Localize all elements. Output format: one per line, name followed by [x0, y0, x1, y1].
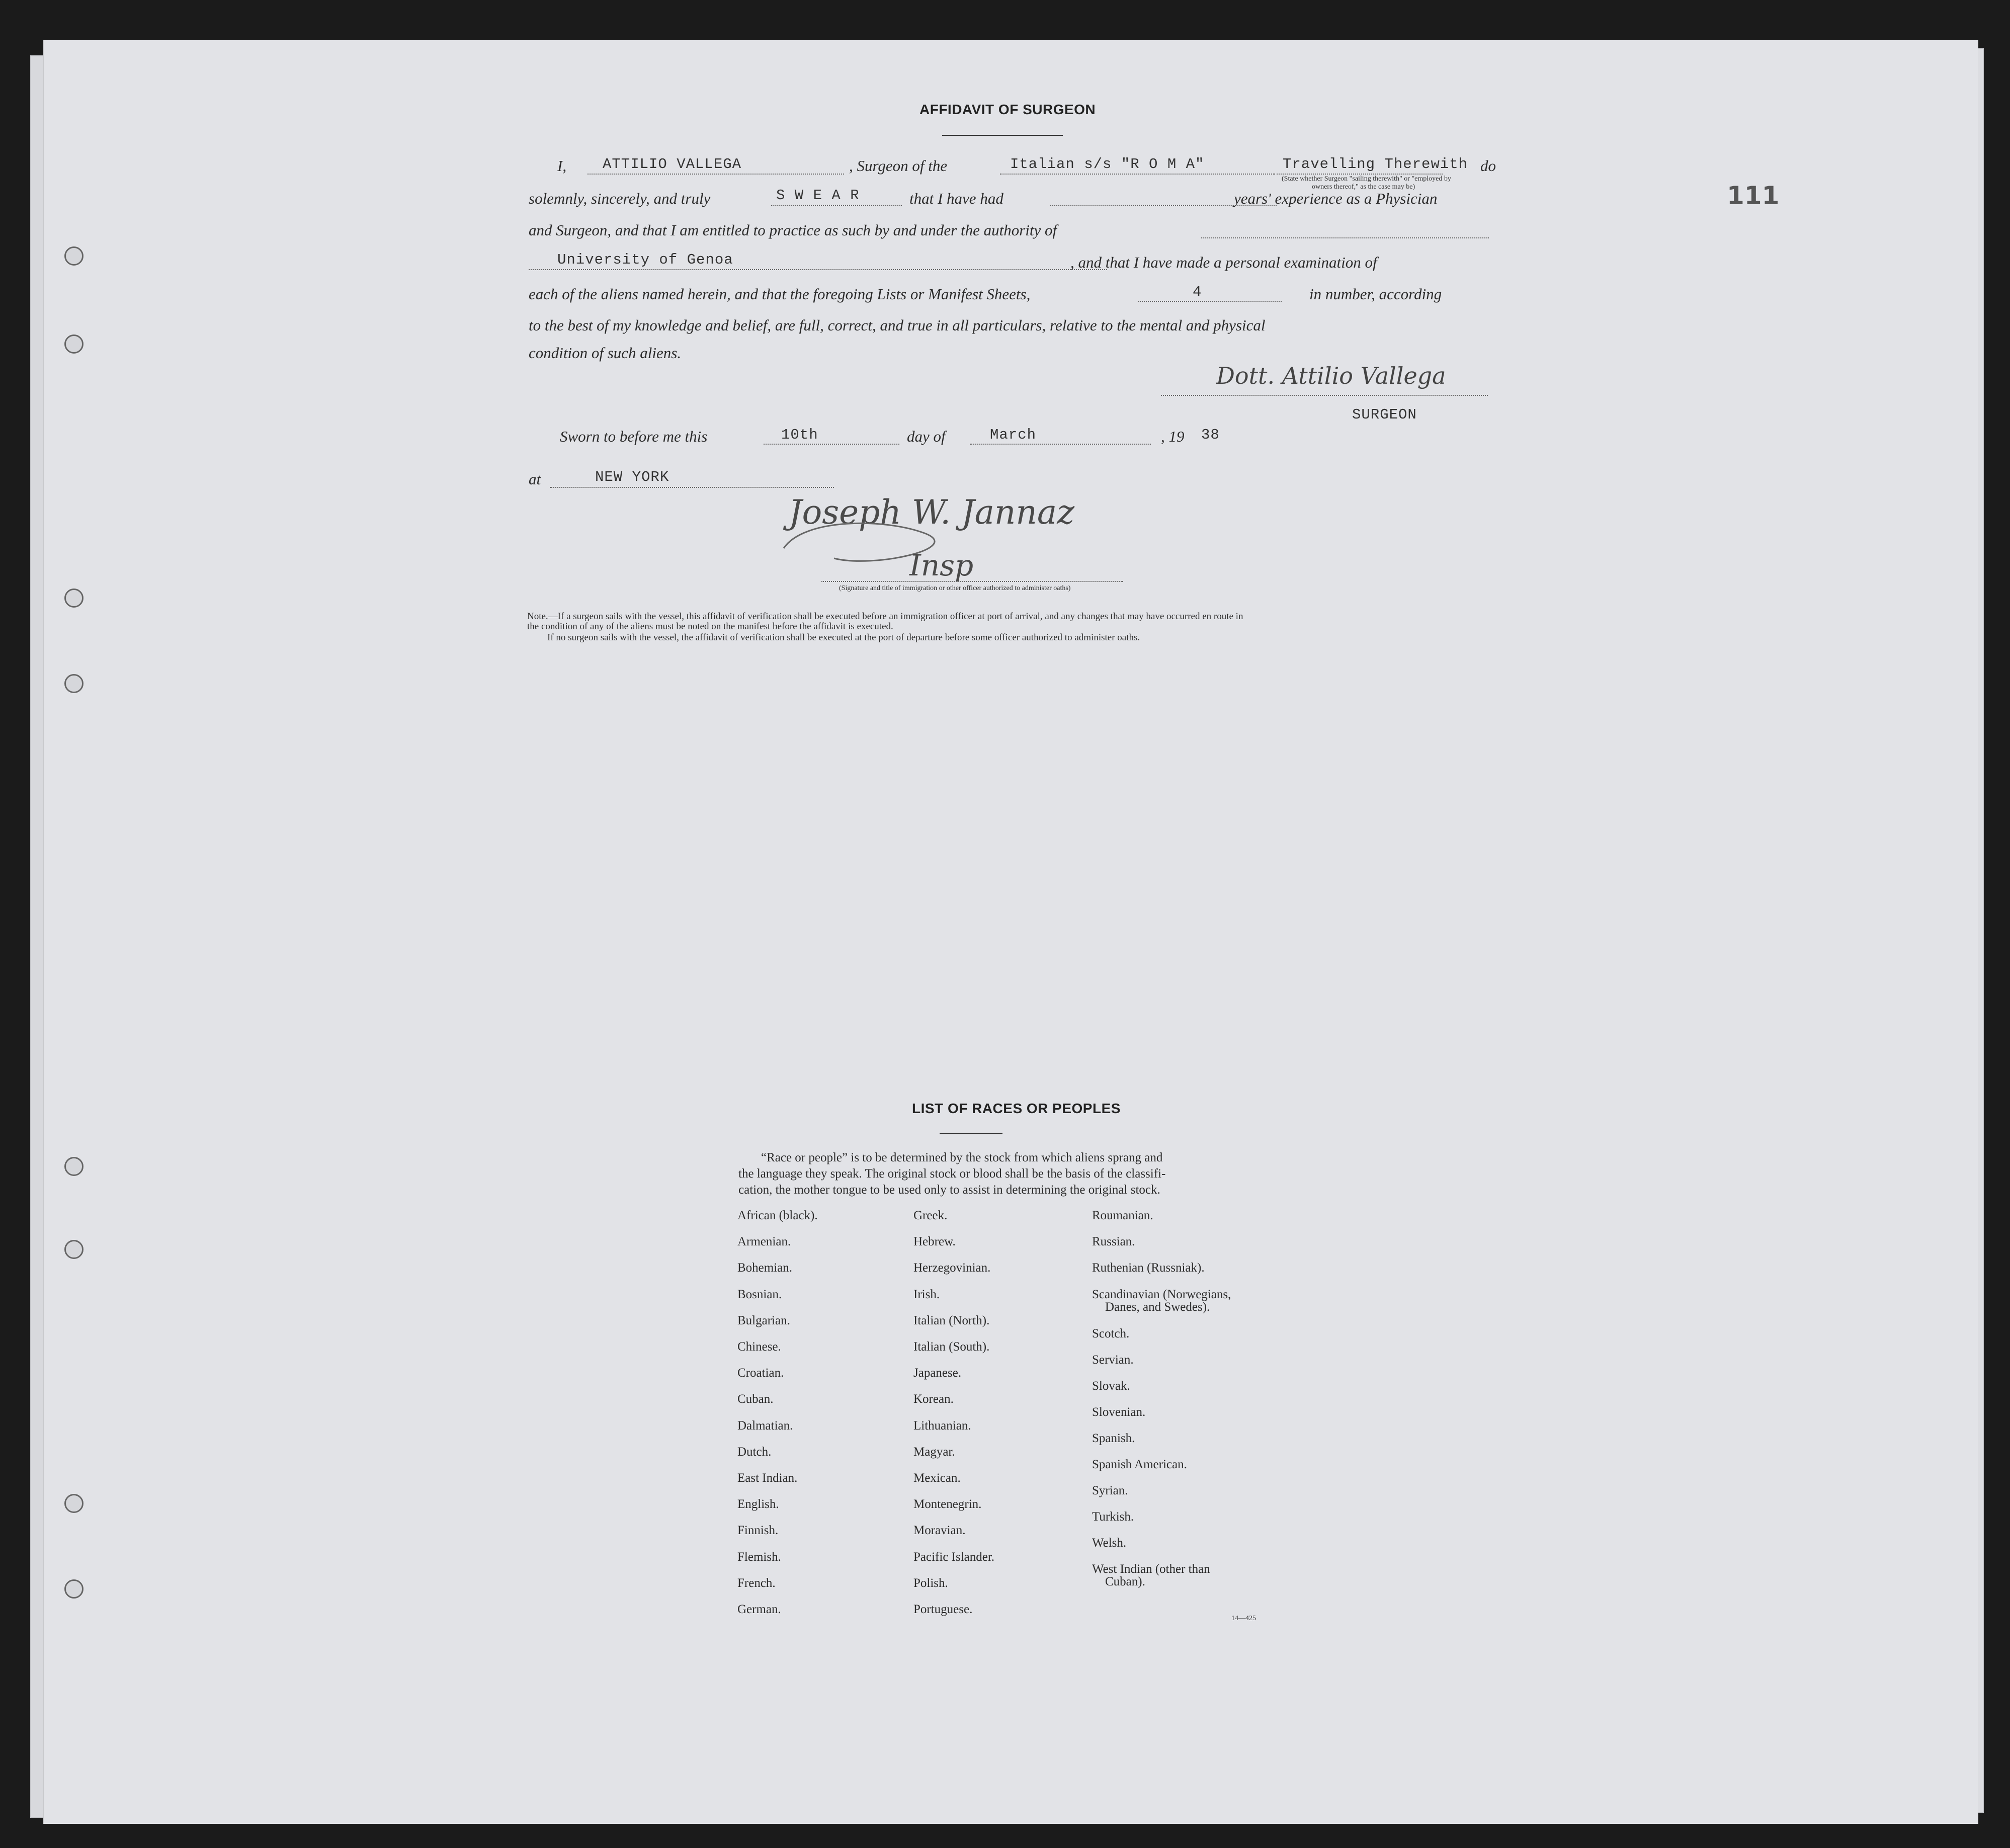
affidavit-text: Sworn to before me this	[560, 428, 708, 445]
affidavit-text: day of	[907, 428, 946, 445]
race-item: Servian.	[1092, 1353, 1134, 1367]
affidavit-text: condition of such aliens.	[529, 344, 682, 362]
affidavit-note: If no surgeon sails with the vessel, the affidavit of verification shall be executed at the port of departure before some officer authorized to administer oaths.	[547, 632, 1140, 643]
vessel-name: Italian s/s "R O M A"	[1010, 156, 1205, 173]
race-item: Bulgarian.	[737, 1313, 790, 1327]
race-item: Welsh.	[1092, 1536, 1127, 1550]
race-item: Korean.	[913, 1392, 954, 1406]
officer-signature-line	[821, 581, 1123, 582]
fill-line	[771, 205, 902, 206]
race-item: Italian (South).	[913, 1340, 990, 1354]
sworn-place: NEW YORK	[595, 469, 669, 485]
races-column-1	[737, 1209, 903, 1621]
race-item: Danes, and Swedes).	[1105, 1300, 1210, 1314]
race-item: Spanish American.	[1092, 1458, 1187, 1471]
race-item: African (black).	[737, 1209, 818, 1222]
affidavit-text: I,	[557, 157, 567, 175]
sworn-month: March	[990, 427, 1037, 443]
oath-word: S W E A R	[776, 187, 860, 204]
fill-line	[529, 269, 1107, 270]
affidavit-text: , 19	[1161, 428, 1185, 445]
authority-name: University of Genoa	[557, 251, 733, 268]
race-item: West Indian (other than	[1092, 1562, 1210, 1576]
race-item: Bosnian.	[737, 1287, 782, 1301]
status-footnote: (State whether Surgeon "sailing therewith" or "employed by	[1282, 175, 1451, 183]
fill-line	[1201, 237, 1489, 238]
signature-line	[1161, 395, 1488, 396]
race-item: Scandinavian (Norwegians,	[1092, 1288, 1231, 1301]
races-title: LIST OF RACES OR PEOPLES	[912, 1101, 1121, 1116]
race-item: Syrian.	[1092, 1484, 1128, 1497]
surgeon-status: Travelling Therewith	[1283, 156, 1468, 173]
affidavit-text: each of the aliens named herein, and that the foregoing Lists or Manifest Sheets,	[529, 285, 1031, 303]
race-item: Armenian.	[737, 1235, 791, 1249]
affidavit-note: Note.—If a surgeon sails with the vessel, this affidavit of verification shall be executed before an immigration officer at port of arrival, and any changes that may have occurred en route in	[527, 611, 1243, 622]
form-number: 14—425	[1231, 1615, 1256, 1622]
affidavit-text: to the best of my knowledge and belief, are full, correct, and true in all particulars, relative to the mental and physical	[529, 316, 1266, 334]
race-item: Portuguese.	[913, 1603, 973, 1616]
races-intro: “Race or people” is to be determined by the stock from which aliens sprang and	[761, 1151, 1163, 1164]
binder-hole-icon	[64, 1157, 83, 1176]
race-item: German.	[737, 1603, 781, 1616]
race-item: Spanish.	[1092, 1432, 1135, 1445]
race-item: Bohemian.	[737, 1261, 793, 1275]
page-number: 111	[1727, 181, 1780, 210]
surgeon-name: ATTILIO VALLEGA	[603, 156, 742, 173]
race-item: Mexican.	[913, 1471, 961, 1485]
race-item: Herzegovinian.	[913, 1261, 991, 1275]
affidavit-text: , and that I have made a personal examination of	[1070, 254, 1377, 271]
fill-line	[1138, 301, 1282, 302]
race-item: Slovenian.	[1092, 1405, 1146, 1419]
races-intro: cation, the mother tongue to be used only to assist in determining the original stock.	[738, 1183, 1160, 1197]
affidavit-text: and Surgeon, and that I am entitled to practice as such by and under the authority of	[529, 221, 1057, 239]
race-item: Turkish.	[1092, 1510, 1134, 1524]
races-column-3	[1092, 1209, 1293, 1621]
race-item: Flemish.	[737, 1550, 781, 1564]
fill-line	[1000, 174, 1274, 175]
affidavit-text: do	[1480, 157, 1496, 175]
fill-line	[1274, 174, 1443, 175]
fill-line	[588, 174, 844, 175]
races-column-2	[913, 1209, 1079, 1621]
race-item: Polish.	[913, 1576, 948, 1590]
binder-hole-icon	[64, 674, 83, 693]
officer-title: Insp	[909, 548, 974, 582]
race-item: Italian (North).	[913, 1313, 990, 1327]
race-item: Roumanian.	[1092, 1209, 1153, 1222]
race-item: Montenegrin.	[913, 1497, 982, 1511]
officer-signature: Joseph W. Jannaz	[789, 493, 1075, 532]
race-item: French.	[737, 1576, 776, 1590]
surgeon-label: SURGEON	[1352, 406, 1417, 423]
race-item: East Indian.	[737, 1471, 798, 1485]
binder-hole-icon	[64, 1240, 83, 1259]
surgeon-signature: Dott. Attilio Vallega	[1216, 362, 1446, 389]
officer-caption: (Signature and title of immigration or other officer authorized to administer oaths)	[839, 584, 1071, 592]
race-item: Scotch.	[1092, 1327, 1130, 1340]
sheet-count: 4	[1193, 284, 1202, 300]
race-item: Croatian.	[737, 1366, 784, 1380]
race-item: Finnish.	[737, 1524, 779, 1538]
affidavit-text: , Surgeon of the	[849, 157, 948, 175]
race-item: Dalmatian.	[737, 1418, 793, 1433]
affidavit-text: in number, according	[1309, 285, 1442, 303]
document-page	[43, 40, 1978, 1824]
race-item: Magyar.	[913, 1445, 955, 1459]
race-item: Japanese.	[913, 1366, 962, 1380]
fill-line	[764, 444, 899, 445]
race-item: Hebrew.	[913, 1235, 956, 1249]
fill-line	[550, 487, 834, 488]
binder-hole-icon	[64, 246, 83, 266]
race-item: Ruthenian (Russniak).	[1092, 1261, 1205, 1275]
affidavit-text: solemnly, sincerely, and truly	[529, 190, 711, 207]
race-item: Cuban).	[1105, 1575, 1145, 1588]
affidavit-note: the condition of any of the aliens must be noted on the manifest before the affidavit is executed.	[527, 621, 893, 632]
race-item: Dutch.	[737, 1445, 772, 1459]
binder-hole-icon	[64, 334, 83, 354]
affidavit-text: years' experience as a Physician	[1234, 190, 1438, 207]
sworn-day: 10th	[781, 427, 818, 443]
affidavit-title: AFFIDAVIT OF SURGEON	[919, 102, 1096, 117]
title-underline	[942, 135, 1063, 136]
fill-line	[970, 444, 1151, 445]
race-item: Chinese.	[737, 1340, 781, 1354]
status-footnote: owners thereof," as the case may be)	[1312, 183, 1415, 191]
race-item: English.	[737, 1497, 779, 1511]
race-item: Pacific Islander.	[913, 1550, 995, 1564]
race-item: Cuban.	[737, 1392, 774, 1406]
binder-hole-icon	[64, 1579, 83, 1599]
races-intro: the language they speak. The original stock or blood shall be the basis of the classifi-	[738, 1167, 1166, 1181]
race-item: Irish.	[913, 1287, 940, 1301]
binder-hole-icon	[64, 589, 83, 608]
race-item: Lithuanian.	[913, 1418, 971, 1433]
race-item: Slovak.	[1092, 1379, 1130, 1393]
race-item: Greek.	[913, 1209, 948, 1222]
race-item: Russian.	[1092, 1235, 1135, 1248]
race-item: Moravian.	[913, 1524, 966, 1538]
sworn-year: 38	[1201, 427, 1220, 443]
affidavit-text: at	[529, 470, 541, 488]
binder-hole-icon	[64, 1494, 83, 1513]
affidavit-text: that I have had	[909, 190, 1003, 207]
races-title-underline	[940, 1133, 1002, 1134]
